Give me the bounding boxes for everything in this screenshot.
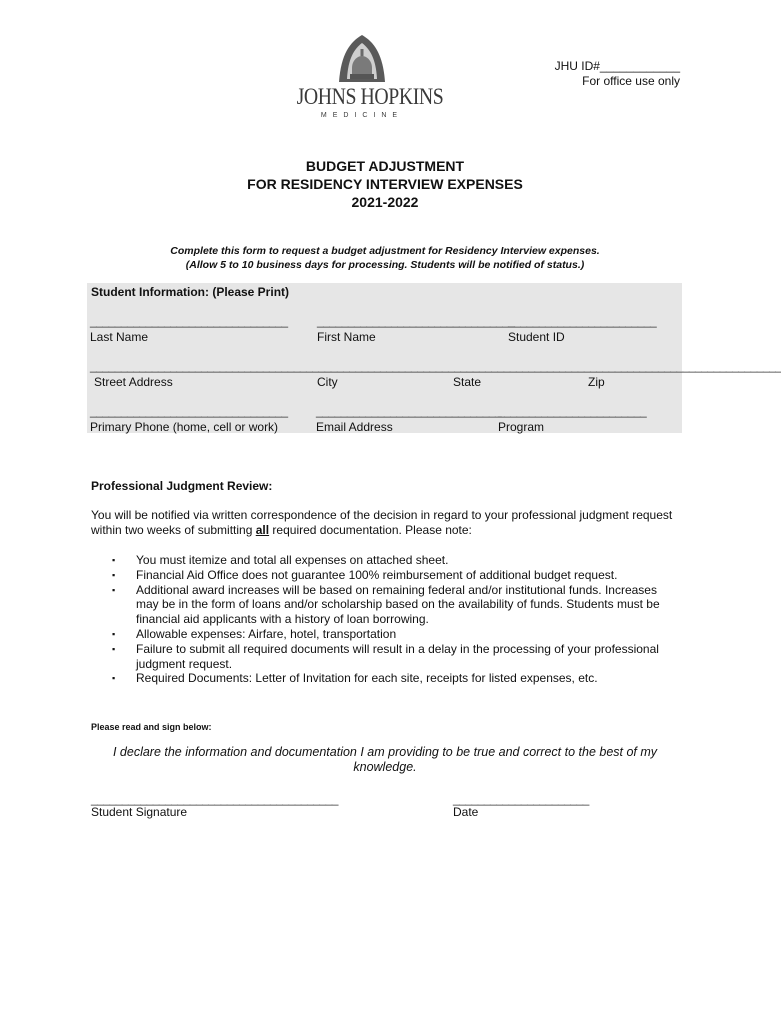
list-item: ▪ Required Documents: Letter of Invitation for each site, receipts for listed expenses, etc. xyxy=(112,671,672,686)
email-label: Email Address xyxy=(316,420,393,434)
intro-emphasis: all xyxy=(255,523,270,537)
jhu-id-label: JHU ID# xyxy=(554,59,600,73)
logo-wordmark: JOHNS HOPKINS xyxy=(296,84,444,109)
jhu-id-blank: ____________ xyxy=(599,59,680,73)
declaration-text: I declare the information and documentation I am providing to be true and correct to the best of my knowledge. xyxy=(112,745,658,774)
city-label: City xyxy=(317,375,338,389)
state-label: State xyxy=(453,375,482,389)
title-line-1: BUDGET ADJUSTMENT xyxy=(305,158,465,174)
instructions-line-1: Complete this form to request a budget adjustment for Residency Interview expenses. xyxy=(170,245,600,257)
title-line-2: FOR RESIDENCY INTERVIEW EXPENSES xyxy=(247,176,523,192)
primary-phone-label: Primary Phone (home, cell or work) xyxy=(90,420,279,434)
student-id-label: Student ID xyxy=(508,330,565,344)
email-line[interactable]: ______________________________ xyxy=(316,404,502,418)
list-item: ▪ Financial Aid Office does not guarantee 100% reimbursement of additional budget request. xyxy=(112,568,672,583)
list-item: ▪ You must itemize and total all expenses on attached sheet. xyxy=(112,553,672,568)
student-info-heading: Student Information: (Please Print) xyxy=(91,285,290,299)
jhu-id-field xyxy=(555,59,680,74)
intro-text-after: required documentation. Please note: xyxy=(269,523,472,537)
student-signature-label: Student Signature xyxy=(91,805,188,819)
student-id-line[interactable]: ________________________ xyxy=(508,314,657,328)
form-title xyxy=(0,157,770,211)
title-line-3: 2021-2022 xyxy=(351,194,419,210)
requirements-list xyxy=(112,553,672,686)
list-item: ▪ Allowable expenses: Airfare, hotel, transportation xyxy=(112,627,672,642)
program-line[interactable]: ________________________ xyxy=(498,404,647,418)
address-line[interactable]: ________________________________________________________________________________________________________________ xyxy=(90,359,781,373)
date-label: Date xyxy=(453,805,479,819)
last-name-label: Last Name xyxy=(90,330,149,344)
student-signature-line[interactable]: ________________________________________ xyxy=(91,792,338,806)
office-use-block xyxy=(555,59,680,89)
list-item: ▪ Additional award increases will be based on remaining federal and/or institutional funds. Increases may be in the form of loans and/or scholarship based on the availability of funds. Students must be financial aid applicants with a history of loan borrowing. xyxy=(112,583,672,627)
street-address-label: Street Address xyxy=(94,375,173,389)
zip-label: Zip xyxy=(588,375,605,389)
last-name-line[interactable]: ________________________________ xyxy=(90,314,288,328)
johns-hopkins-logo xyxy=(286,34,444,122)
student-information-section xyxy=(87,283,781,434)
logo-subtitle: MEDICINE xyxy=(320,112,404,119)
list-item: ▪ Failure to submit all required documents will result in a delay in the processing of your professional judgment request. xyxy=(112,642,672,672)
instructions-line-2: (Allow 5 to 10 business days for processing. Students will be notified of status.) xyxy=(185,259,585,271)
dome-shield-icon xyxy=(336,34,388,84)
read-and-sign-label: Please read and sign below: xyxy=(91,722,212,732)
office-use-note: For office use only xyxy=(582,74,680,88)
professional-judgment-intro xyxy=(91,508,691,538)
form-instructions xyxy=(0,244,770,272)
phone-line[interactable]: ________________________________ xyxy=(90,404,288,418)
program-label: Program xyxy=(498,420,545,434)
professional-judgment-heading: Professional Judgment Review: xyxy=(91,479,273,493)
date-line[interactable]: ______________________ xyxy=(453,792,589,806)
first-name-label: First Name xyxy=(317,330,376,344)
intro-text-before: You will be notified via written correspondence of the decision in regard to your professional judgment request within two weeks of submitting xyxy=(91,508,673,537)
first-name-line[interactable]: ________________________________ xyxy=(317,314,515,328)
